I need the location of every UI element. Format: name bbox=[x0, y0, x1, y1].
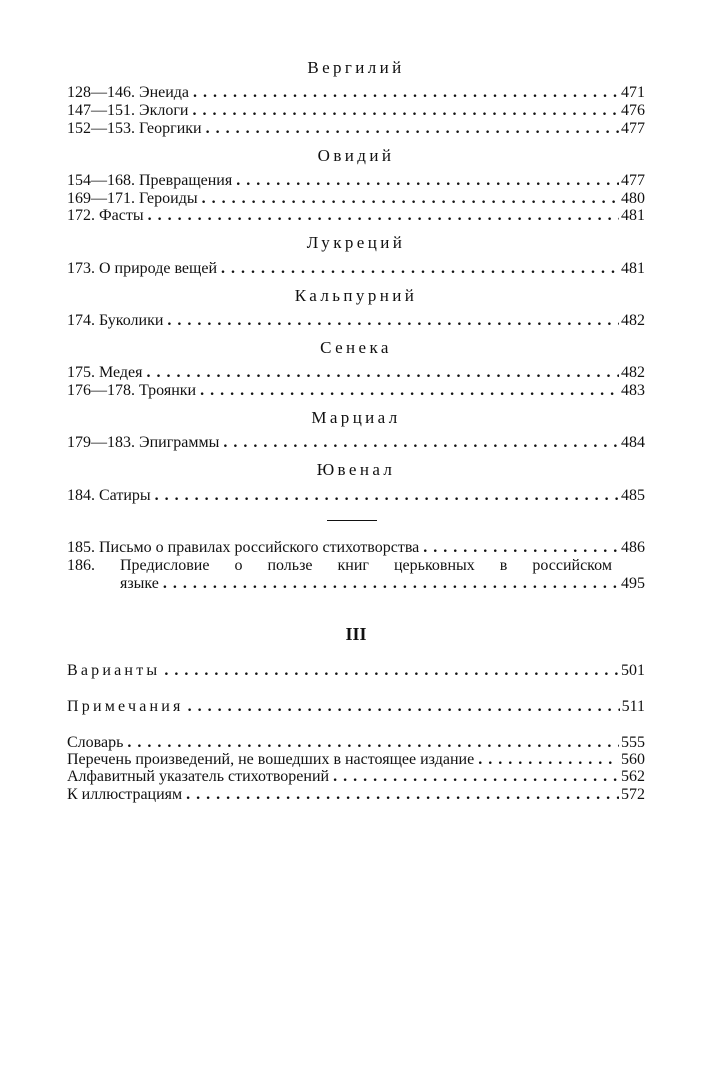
dot-leader bbox=[329, 768, 619, 786]
toc-entry bbox=[67, 786, 645, 804]
section-heading-vergil: Вергилий bbox=[307, 58, 405, 77]
toc-entry bbox=[67, 487, 645, 505]
part-number: III bbox=[345, 624, 367, 644]
dot-leader bbox=[151, 487, 619, 505]
toc-entry bbox=[67, 207, 645, 225]
toc-entry-label: 184. Сатиры bbox=[67, 487, 151, 504]
toc-entry-page: 482 bbox=[621, 364, 645, 381]
toc-entry bbox=[67, 768, 645, 786]
toc-entry-page: 560 bbox=[621, 751, 645, 768]
toc-entry-label: 147—151. Эклоги bbox=[67, 102, 189, 119]
toc-entry-page: 486 bbox=[621, 539, 645, 556]
toc-entry-label: 173. О природе вещей bbox=[67, 260, 218, 277]
toc-entry bbox=[67, 698, 645, 716]
toc-entry-page: 477 bbox=[621, 172, 645, 189]
toc-entry-label: 172. Фасты bbox=[67, 207, 144, 224]
toc-entry-label: Перечень произведений, не вошедших в настоящее издание bbox=[67, 751, 475, 768]
toc-word: 186. bbox=[67, 557, 95, 574]
toc-entry-page: 480 bbox=[621, 190, 645, 207]
section-divider bbox=[327, 520, 377, 521]
section-heading-seneca: Сенека bbox=[320, 338, 392, 357]
toc-entry bbox=[67, 751, 645, 769]
dot-leader bbox=[217, 260, 619, 278]
dot-leader bbox=[123, 734, 619, 752]
toc-entry-multiline-first bbox=[67, 557, 612, 575]
toc-word: церьковных bbox=[393, 557, 475, 574]
toc-entry-label: 154—168. Превращения bbox=[67, 172, 233, 189]
toc-word: о bbox=[234, 557, 243, 574]
toc-entry-label: К иллюстрациям bbox=[67, 786, 183, 803]
dot-leader bbox=[144, 207, 619, 225]
toc-entry-page: 471 bbox=[621, 84, 645, 101]
toc-entry bbox=[67, 172, 645, 190]
dot-leader bbox=[159, 575, 619, 593]
toc-entry-label: 176—178. Троянки bbox=[67, 382, 197, 399]
toc-word: в bbox=[499, 557, 508, 574]
toc-entry-page: 476 bbox=[621, 102, 645, 119]
toc-entry bbox=[67, 312, 645, 330]
toc-entry-page: 501 bbox=[621, 662, 645, 679]
toc-entry-page: 483 bbox=[621, 382, 645, 399]
toc-entry-page: 572 bbox=[621, 786, 645, 803]
toc-entry bbox=[67, 734, 645, 752]
toc-entry-label: Словарь bbox=[67, 734, 124, 751]
dot-leader bbox=[143, 364, 619, 382]
dot-leader bbox=[202, 120, 619, 138]
toc-entry-label: 128—146. Энеида bbox=[67, 84, 190, 101]
section-heading-juvenal: Ювенал bbox=[316, 460, 396, 479]
toc-entry bbox=[67, 539, 645, 557]
dot-leader bbox=[184, 698, 620, 716]
toc-entry-page: 511 bbox=[621, 698, 645, 715]
dot-leader bbox=[474, 751, 619, 769]
toc-entry-page: 482 bbox=[621, 312, 645, 329]
toc-entry bbox=[67, 102, 645, 120]
dot-leader bbox=[189, 84, 619, 102]
toc-entry-page: 481 bbox=[621, 207, 645, 224]
toc-entry bbox=[67, 662, 645, 680]
toc-entry bbox=[67, 364, 645, 382]
toc-entry-label: языке bbox=[120, 575, 159, 592]
toc-entry-label: Варианты bbox=[67, 662, 161, 679]
toc-entry-label: 179—183. Эпиграммы bbox=[67, 434, 220, 451]
toc-entry-label: 169—171. Героиды bbox=[67, 190, 198, 207]
toc-word: книг bbox=[337, 557, 369, 574]
toc-word: пользе bbox=[267, 557, 313, 574]
section-heading-calpurnius: Кальпурний bbox=[294, 286, 418, 305]
toc-entry-page: 481 bbox=[621, 260, 645, 277]
toc-entry-label: 175. Медея bbox=[67, 364, 143, 381]
toc-entry-page: 477 bbox=[621, 120, 645, 137]
section-heading-ovid: Овидий bbox=[317, 146, 395, 165]
toc-entry bbox=[67, 382, 645, 400]
toc-entry bbox=[67, 260, 645, 278]
toc-entry bbox=[67, 434, 645, 452]
dot-leader bbox=[219, 434, 619, 452]
toc-word: российском bbox=[532, 557, 612, 574]
toc-entry-label: 185. Письмо о правилах российского стихотворства bbox=[67, 539, 420, 556]
dot-leader bbox=[182, 786, 619, 804]
dot-leader bbox=[232, 172, 619, 190]
toc-entry bbox=[67, 120, 645, 138]
toc-entry-page: 495 bbox=[621, 575, 645, 592]
dot-leader bbox=[163, 312, 619, 330]
dot-leader bbox=[419, 539, 619, 557]
toc-entry-page: 485 bbox=[621, 487, 645, 504]
toc-entry-page: 555 bbox=[621, 734, 645, 751]
toc-entry bbox=[67, 84, 645, 102]
toc-entry-label: 174. Буколики bbox=[67, 312, 164, 329]
toc-entry-label: Алфавитный указатель стихотворений bbox=[67, 768, 330, 785]
toc-word: Предисловие bbox=[120, 557, 210, 574]
dot-leader bbox=[198, 190, 619, 208]
section-heading-martial: Марциал bbox=[311, 408, 401, 427]
toc-entry bbox=[120, 575, 645, 593]
section-heading-lucretius: Лукреций bbox=[306, 233, 406, 252]
toc-entry-page: 562 bbox=[621, 768, 645, 785]
toc-entry bbox=[67, 190, 645, 208]
toc-entry-label: 152—153. Георгики bbox=[67, 120, 202, 137]
toc-entry-page: 484 bbox=[621, 434, 645, 451]
dot-leader bbox=[160, 662, 619, 680]
dot-leader bbox=[188, 102, 619, 120]
toc-entry-label: Примечания bbox=[67, 698, 184, 715]
dot-leader bbox=[196, 382, 619, 400]
